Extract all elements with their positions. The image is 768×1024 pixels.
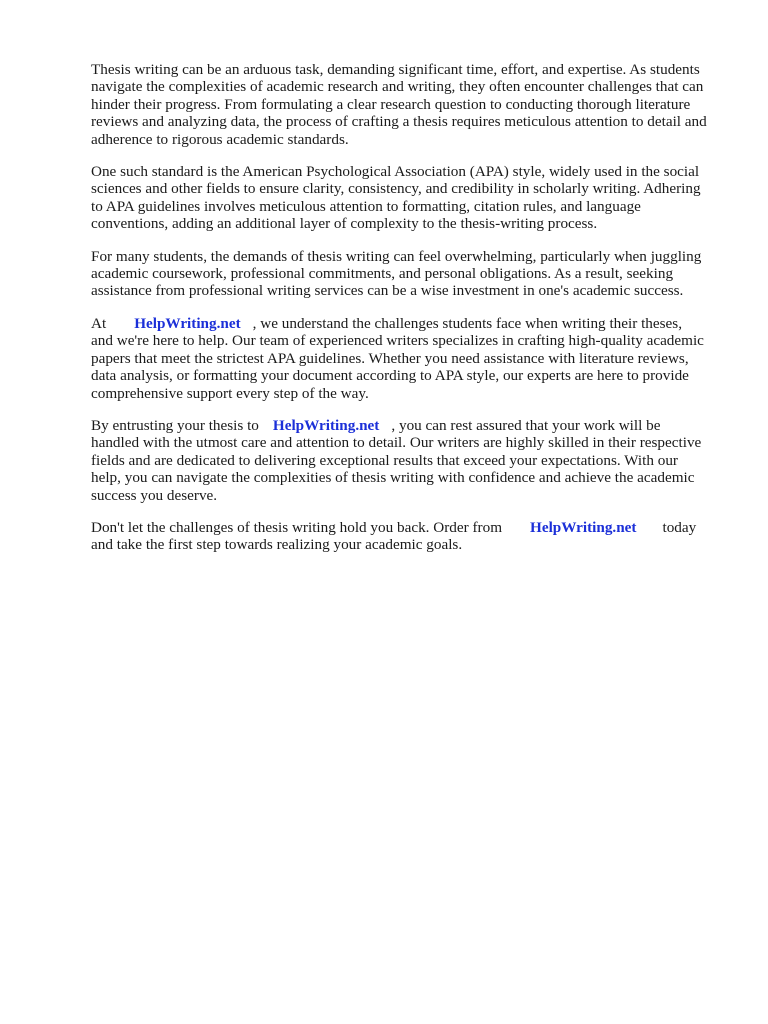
document-page bbox=[91, 61, 731, 569]
helpwriting-link[interactable]: HelpWriting.net bbox=[530, 518, 637, 536]
paragraph-apa-standard: One such standard is the American Psychological Association (APA) style, widely used in the social sciences and other fields to ensure clarity, consistency, and credibility in scholarly writing. Adhering to APA guidelines involves meticulous attention to formatting, citation rules, and language conventions, adding an additional layer of complexity to the thesis-writing process. bbox=[91, 163, 701, 233]
helpwriting-link[interactable]: HelpWriting.net bbox=[134, 314, 241, 332]
paragraph-text-segment: , you can rest assured that your work will be handled with the utmost care and attention to detail. Our writers are highly skilled in their respective fields and are dedicated to delivering exceptional results that exceed your expectations. With our help, you can navigate the complexities of thesis writing with confidence and achieve the academic success you deserve. bbox=[91, 416, 702, 504]
paragraph-text-segment: At bbox=[91, 314, 107, 332]
paragraph-helpwriting-intro bbox=[91, 315, 731, 402]
helpwriting-link[interactable]: HelpWriting.net bbox=[272, 416, 380, 434]
paragraph-call-to-action bbox=[91, 519, 731, 554]
paragraph-text-segment: By entrusting your thesis to bbox=[91, 416, 259, 434]
paragraph-text-segment: today and take the first step towards realizing your academic goals. bbox=[91, 518, 697, 554]
paragraph-text-segment: , we understand the challenges students face when writing their theses, and we're here to help. Our team of experienced writers specializes in crafting high-quality academic papers that meet the strictest APA guidelines. Whether you need assistance with literature reviews, data analysis, or formatting your document according to APA style, our experts are here to provide comprehensive support every step of the way. bbox=[91, 314, 704, 402]
paragraph-entrusting bbox=[91, 417, 731, 504]
paragraph-student-demands: For many students, the demands of thesis writing can feel overwhelming, particularly when juggling academic coursework, professional commitments, and personal obligations. As a result, seeking assistance from professional writing services can be a wise investment in one's academic success. bbox=[91, 247, 702, 300]
paragraph-intro: Thesis writing can be an arduous task, demanding significant time, effort, and expertise. As students navigate the complexities of academic research and writing, they often encounter challenges that can hinder their progress. From formulating a clear research question to conducting thorough literature reviews and analyzing data, the process of crafting a thesis requires meticulous attention to detail and adherence to rigorous academic standards. bbox=[91, 61, 707, 148]
paragraph-text-segment: Don't let the challenges of thesis writing hold you back. Order from bbox=[91, 518, 503, 536]
